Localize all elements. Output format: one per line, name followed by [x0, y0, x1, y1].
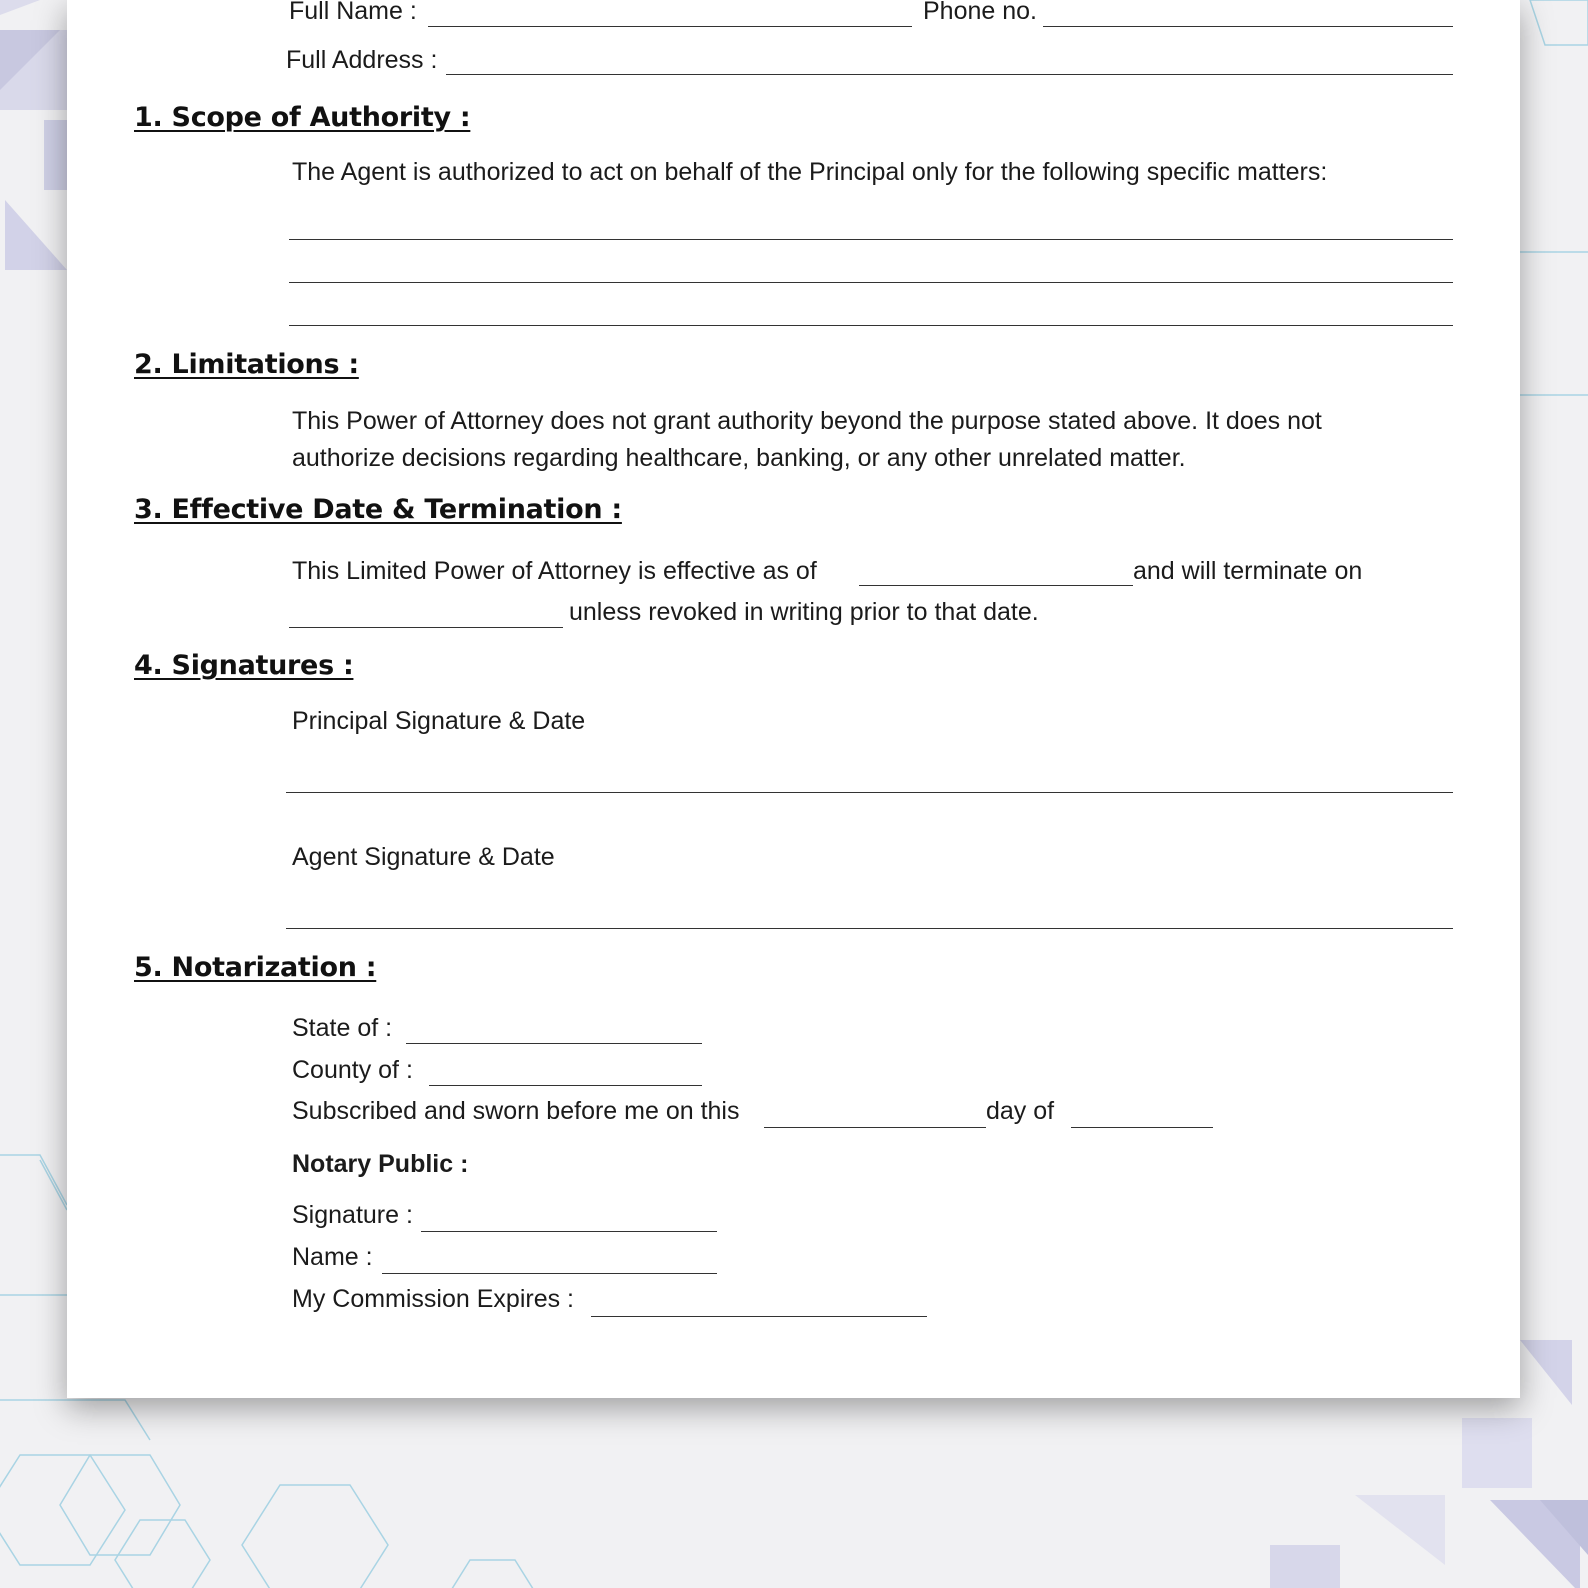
state-label: State of : [292, 1014, 393, 1042]
sworn-label: Subscribed and sworn before me on this [292, 1097, 740, 1125]
scope-text: The Agent is authorized to act on behalf of the Principal only for the following specific matters: [292, 158, 1328, 186]
section-heading-effective: 3. Effective Date & Termination : [134, 494, 622, 525]
commission-expires-label: My Commission Expires : [292, 1285, 574, 1313]
termination-date-field[interactable] [289, 627, 563, 628]
scope-line-1[interactable] [289, 239, 1453, 240]
notary-name-field[interactable] [382, 1273, 717, 1274]
effective-date-field[interactable] [859, 585, 1133, 586]
section-heading-limitations: 2. Limitations : [134, 349, 359, 380]
sworn-month-field[interactable] [1071, 1127, 1213, 1128]
state-field[interactable] [406, 1043, 702, 1044]
section-heading-scope: 1. Scope of Authority : [134, 102, 471, 133]
section-heading-signatures: 4. Signatures : [134, 650, 354, 681]
notary-signature-label: Signature : [292, 1201, 413, 1229]
effective-text-part2: and will terminate on [1133, 557, 1363, 585]
county-field[interactable] [429, 1085, 702, 1086]
limitations-text: This Power of Attorney does not grant authority beyond the purpose stated above. It does not authorize decisions regarding healthcare, banking, or any other unrelated matter. [292, 407, 1322, 472]
notary-public-label: Notary Public : [292, 1150, 469, 1178]
scope-line-2[interactable] [289, 282, 1453, 283]
notary-name-label: Name : [292, 1243, 373, 1271]
full-address-label: Full Address : [286, 46, 438, 74]
phone-field[interactable] [1043, 26, 1453, 27]
commission-expires-field[interactable] [591, 1316, 927, 1317]
phone-label: Phone no. [923, 0, 1037, 25]
agent-signature-field[interactable] [286, 928, 1453, 929]
full-address-field[interactable] [446, 74, 1453, 75]
scope-line-3[interactable] [289, 325, 1453, 326]
effective-text-part3: unless revoked in writing prior to that date. [569, 598, 1039, 626]
section-heading-notarization: 5. Notarization : [134, 952, 377, 983]
agent-signature-label: Agent Signature & Date [292, 843, 555, 871]
full-name-label: Full Name : [289, 0, 417, 25]
principal-signature-field[interactable] [286, 792, 1453, 793]
effective-text-part1: This Limited Power of Attorney is effective as of [292, 557, 817, 585]
full-name-field[interactable] [428, 26, 912, 27]
day-of-label: day of [986, 1097, 1055, 1125]
document-page [67, 0, 1520, 1398]
sworn-day-field[interactable] [764, 1127, 986, 1128]
principal-signature-label: Principal Signature & Date [292, 707, 586, 735]
notary-signature-field[interactable] [421, 1231, 717, 1232]
county-label: County of : [292, 1056, 413, 1084]
